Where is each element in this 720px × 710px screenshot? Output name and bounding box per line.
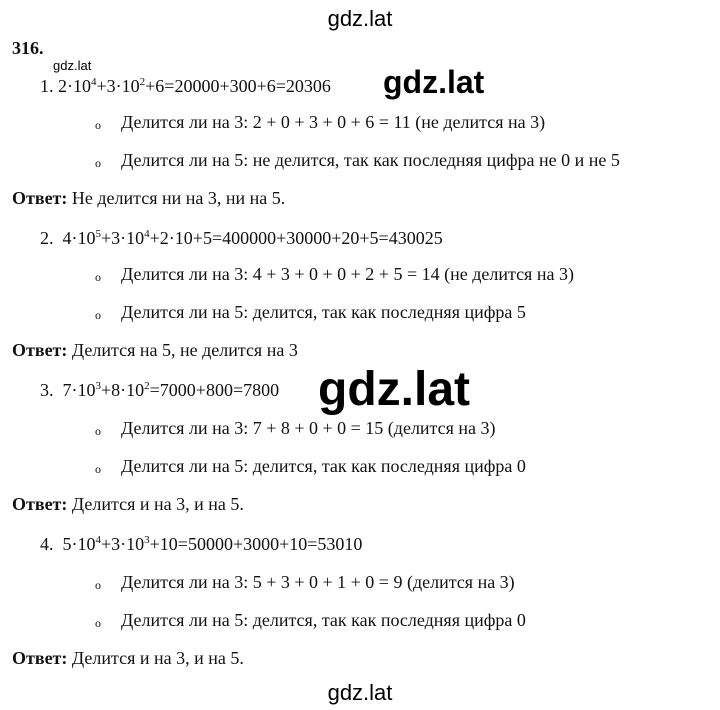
expr-part: +8·10 [101,380,145,400]
answer-label: Ответ: [12,188,68,208]
answer-label: Ответ: [12,494,68,514]
answer-text: Не делится ни на 3, ни на 5. [71,188,286,208]
bullet-icon: o [95,156,101,170]
watermark-top: gdz.lat [327,6,393,31]
answer-text: Делится и на 3, и на 5. [71,494,244,514]
item-4-index: 4. [40,534,54,554]
watermark-mid-1: gdz.lat [383,64,490,101]
bullet-icon: o [95,118,101,132]
answer-text: Делится и на 3, и на 5. [71,648,244,668]
expr-part: +3·10 [96,76,140,96]
item-1-bullet-2: Делится ли на 5: не делится, так как последняя цифра не 0 и не 5 [121,150,620,170]
expr-part: 4·10 [62,228,96,248]
answer-text: Делится на 5, не делится на 3 [71,340,298,360]
item-2-index: 2. [40,228,54,248]
item-3-expression [40,380,279,401]
watermark-mid-2: gdz.lat [318,363,470,416]
item-3-index: 3. [40,380,54,400]
item-1-bullet-1: Делится ли на 3: 2 + 0 + 3 + 0 + 6 = 11 (не делится на 3) [121,112,546,132]
item-2-bullet-2: Делится ли на 5: делится, так как последняя цифра 5 [121,302,526,322]
item-4-expression [40,534,362,555]
item-3-bullet-2: Делится ли на 5: делится, так как последняя цифра 0 [121,456,526,476]
expr-part: 2·10 [58,76,91,96]
exponent: 4 [95,534,101,546]
answer-label: Ответ: [12,340,68,360]
exponent: 2 [139,76,146,88]
exponent: 4 [91,76,97,88]
bullet-icon: o [95,308,101,322]
watermark-bottom: gdz.lat [327,680,393,705]
exponent: 4 [144,228,150,240]
item-4-bullet-2: Делится ли на 5: делится, так как последняя цифра 0 [121,610,526,630]
expr-part: +2·10+5=400000+30000+20+5=430025 [149,228,443,248]
expr-part: +3·10 [101,228,145,248]
bullet-icon: o [95,616,101,630]
bullet-icon: o [95,424,101,438]
watermark-small: gdz.lat [53,58,92,73]
expr-part: =7000+800=7800 [149,380,280,400]
item-4-answer [12,648,244,669]
expr-part: 7·10 [62,380,96,400]
item-1-answer [12,188,285,209]
item-1-index: 1. [40,76,54,96]
item-2-bullet-1: Делится ли на 3: 4 + 3 + 0 + 0 + 2 + 5 = 14 (не делится на 3) [121,264,574,284]
expr-part: +10=50000+3000+10=53010 [149,534,363,554]
bullet-icon: o [95,270,101,284]
task-number: 316. [12,38,44,58]
expr-part: 5·10 [62,534,96,554]
bullet-icon: o [95,462,101,476]
item-2-answer [12,340,298,361]
item-3-bullet-1: Делится ли на 3: 7 + 8 + 0 + 0 = 15 (делится на 3) [121,418,496,438]
answer-label: Ответ: [12,648,68,668]
expr-part: +3·10 [101,534,145,554]
item-1-expression [40,76,331,97]
exponent: 3 [95,380,101,392]
exponent: 5 [95,228,101,240]
item-4-bullet-1: Делится ли на 3: 5 + 3 + 0 + 1 + 0 = 9 (делится на 3) [121,572,515,592]
exponent: 3 [144,534,150,546]
expr-part: +6=20000+300+6=20306 [145,76,331,96]
exponent: 2 [144,380,150,392]
item-2-expression [40,228,443,249]
item-3-answer [12,494,244,515]
bullet-icon: o [95,578,101,592]
